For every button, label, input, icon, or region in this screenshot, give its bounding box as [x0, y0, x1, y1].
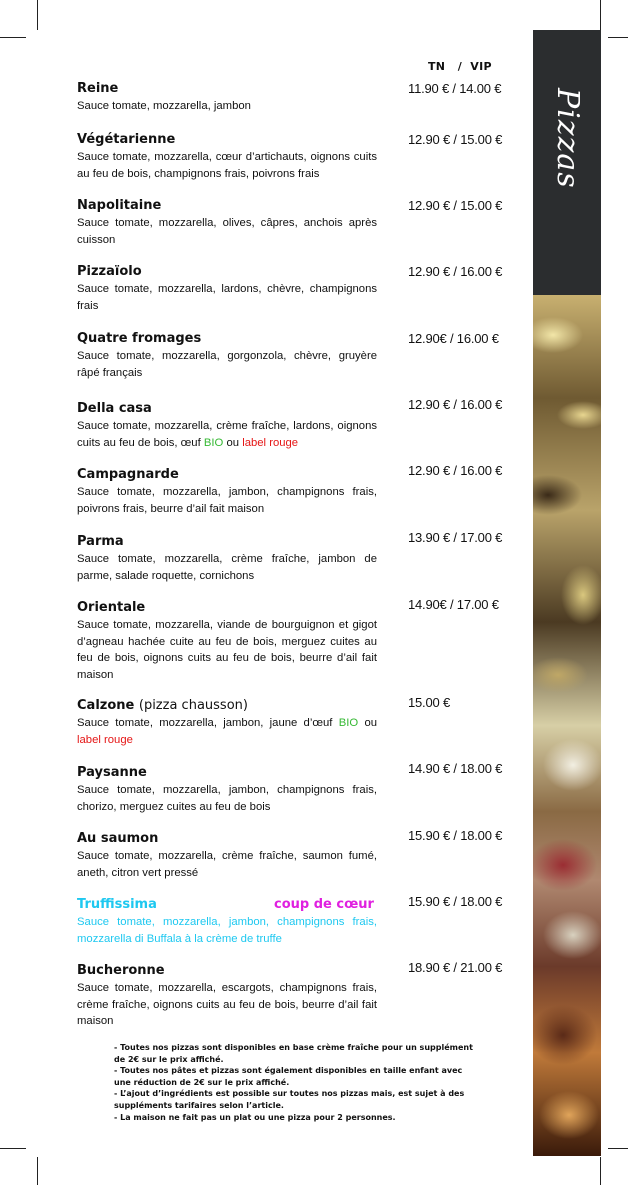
item-price: 15.90 € / 18.00 € — [408, 894, 503, 909]
item-price: 18.90 € / 21.00 € — [408, 960, 503, 975]
menu-item-calzone — [77, 698, 377, 748]
item-price: 12.90 € / 16.00 € — [408, 264, 503, 279]
menu-item-della-casa — [77, 401, 377, 451]
menu-item-vegetarienne — [77, 132, 377, 182]
footnotes — [114, 1042, 474, 1123]
menu-item-truffissima — [77, 897, 377, 947]
item-description: Sauce tomate, mozzarella, jambon — [77, 100, 251, 112]
item-name: Végétarienne — [77, 132, 176, 147]
price-column-header: TN / VIP — [428, 60, 492, 73]
item-name: Napolitaine — [77, 198, 162, 213]
item-name: Parma — [77, 534, 124, 549]
item-description: Sauce tomate, mozzarella, jambon, champignons frais, mozzarella di Buffala à la crème de truffe — [77, 916, 377, 945]
menu-item-napolitaine — [77, 198, 377, 248]
item-description: Sauce tomate, mozzarella, viande de bourguignon et gigot d’agneau hachée cuite au feu de bois, merguez cuites au feu de bois, oignons cuits au feu de bois, beurre d’ail fait maison — [77, 619, 377, 681]
footnote: - Toutes nos pizzas sont disponibles en base crème fraîche pour un supplément de 2€ sur le prix affiché. — [114, 1043, 473, 1064]
bio-tag: BIO — [338, 717, 359, 729]
footnote: - L’ajout d’ingrédients est possible sur toutes nos pizzas mais, est sujet à des suppléments tarifaires selon l’article. — [114, 1089, 465, 1110]
pizza-photo — [533, 295, 601, 1156]
bio-tag: BIO — [203, 436, 224, 449]
footnote: - La maison ne fait pas un plat ou une pizza pour 2 personnes. — [114, 1112, 396, 1122]
menu-item-bucheronne — [77, 963, 377, 1030]
menu-item-reine — [77, 81, 377, 115]
menu-item-paysanne — [77, 765, 377, 815]
item-price: 12.90€ / 16.00 € — [408, 331, 499, 346]
item-price: 14.90€ / 17.00 € — [408, 597, 499, 612]
section-title: Pizzas — [550, 88, 585, 189]
item-price: 13.90 € / 17.00 € — [408, 530, 503, 545]
item-description: Sauce tomate, mozzarella, jambon, champignons frais, poivrons frais, beurre d’ail fait maison — [77, 486, 377, 515]
item-name — [77, 897, 377, 913]
crop-mark — [608, 1148, 628, 1149]
crop-mark — [37, 0, 38, 30]
item-name: Della casa — [77, 401, 152, 416]
item-name: Bucheronne — [77, 963, 165, 978]
item-description: Sauce tomate, mozzarella, crème fraîche, saumon fumé, aneth, citron vert pressé — [77, 850, 377, 879]
footnote: - Toutes nos pâtes et pizzas sont également disponibles en taille enfant avec une réduction de 2€ sur le prix affiché. — [114, 1066, 463, 1087]
item-name: Au saumon — [77, 831, 159, 846]
item-price: 12.90 € / 16.00 € — [408, 463, 503, 478]
name-text: Calzone — [77, 698, 135, 713]
item-name: Paysanne — [77, 765, 147, 780]
item-name: Campagnarde — [77, 467, 179, 482]
label-rouge-tag: label rouge — [77, 733, 133, 746]
item-description: Sauce tomate, mozzarella, crème fraîche, jambon de parme, salade roquette, cornichons — [77, 553, 377, 582]
item-price: 12.90 € / 15.00 € — [408, 198, 503, 213]
item-name: Quatre fromages — [77, 331, 202, 346]
desc-or: ou — [364, 717, 378, 729]
item-description: Sauce tomate, mozzarella, olives, câpres, anchois après cuisson — [77, 217, 377, 246]
item-description: Sauce tomate, mozzarella, cœur d’artichauts, oignons cuits au feu de bois, champignons frais, poivrons frais — [77, 151, 377, 180]
desc-or: ou — [226, 436, 240, 449]
item-price: 12.90 € / 15.00 € — [408, 132, 503, 147]
crop-mark — [0, 37, 26, 38]
item-description: Sauce tomate, mozzarella, lardons, chèvre, champignons frais — [77, 283, 377, 312]
item-price: 12.90 € / 16.00 € — [408, 397, 503, 412]
item-name: Orientale — [77, 600, 146, 615]
item-name: Pizzaïolo — [77, 264, 142, 279]
item-name: Reine — [77, 81, 119, 96]
name-text: Truffissima — [77, 897, 157, 912]
item-name — [77, 698, 377, 714]
item-description — [77, 418, 377, 451]
menu-item-orientale — [77, 600, 377, 683]
item-description: Sauce tomate, mozzarella, escargots, champignons frais, crème fraîche, oignons cuits au feu de bois, beurre d’ail fait maison — [77, 982, 377, 1027]
item-price: 15.90 € / 18.00 € — [408, 828, 503, 843]
name-suffix: (pizza chausson) — [138, 698, 248, 713]
desc-text: Sauce tomate, mozzarella, jambon, jaune d’œuf — [77, 717, 333, 729]
crop-mark — [608, 37, 628, 38]
item-description: Sauce tomate, mozzarella, jambon, champignons frais, chorizo, merguez cuites au feu de bois — [77, 784, 377, 813]
side-title-panel — [533, 30, 601, 295]
menu-item-au-saumon — [77, 831, 377, 881]
crop-mark — [600, 0, 601, 30]
menu-item-campagnarde — [77, 467, 377, 517]
item-price: 15.00 € — [408, 695, 450, 710]
crop-mark — [600, 1157, 601, 1185]
crop-mark — [0, 1148, 26, 1149]
crop-mark — [37, 1157, 38, 1185]
side-band — [533, 30, 601, 1156]
menu-item-quatre-fromages — [77, 331, 377, 381]
coup-de-coeur-tag: coup de cœur — [274, 897, 374, 912]
item-description — [77, 715, 377, 748]
desc-text: Sauce tomate, mozzarella, crème fraîche, lardons, oignons cuits au feu de bois, œuf — [77, 420, 377, 449]
item-description: Sauce tomate, mozzarella, gorgonzola, chèvre, gruyère râpé français — [77, 350, 377, 379]
item-price: 11.90 € / 14.00 € — [408, 81, 502, 96]
item-price: 14.90 € / 18.00 € — [408, 761, 503, 776]
menu-item-pizzaiolo — [77, 264, 377, 314]
label-rouge-tag: label rouge — [242, 436, 299, 449]
menu-item-parma — [77, 534, 377, 584]
